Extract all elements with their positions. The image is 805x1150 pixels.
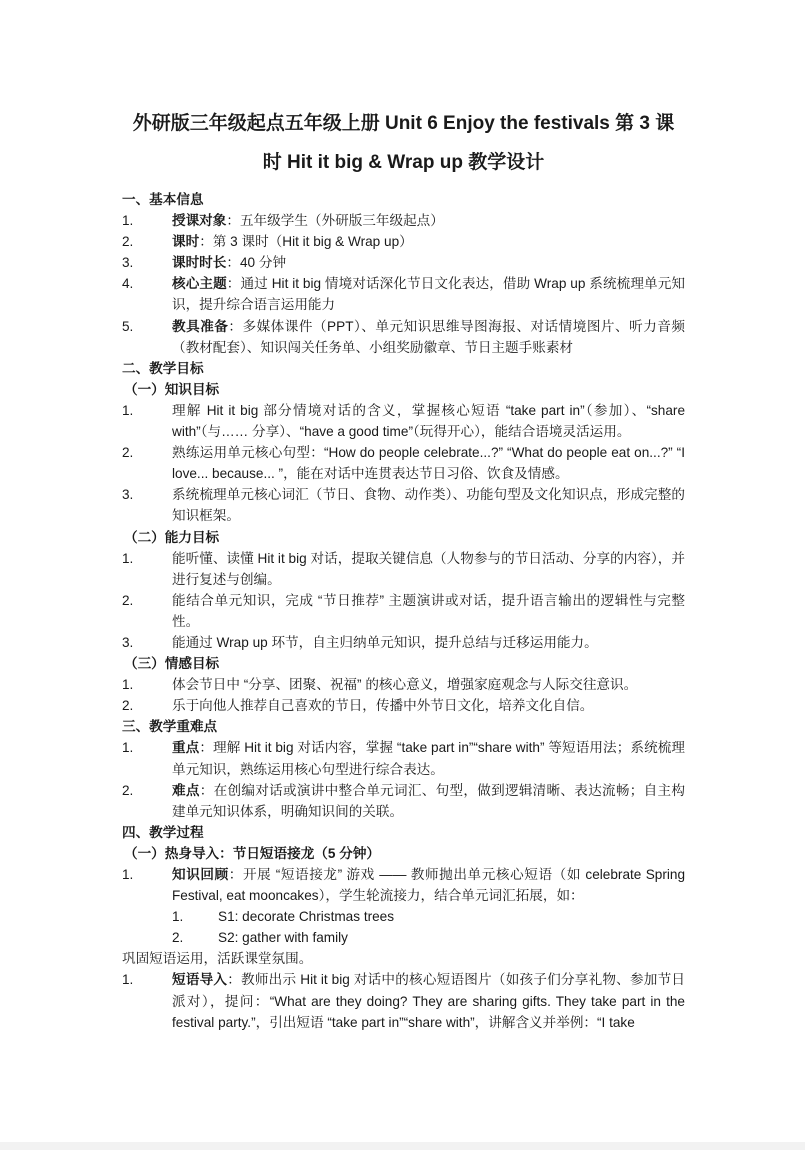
subsection-heading: （一）热身导入：节日短语接龙（5 分钟） [124,845,381,861]
list-item [122,632,685,653]
item-label: 知识回顾 [172,867,229,882]
item-text: S2: gather with family [218,930,348,946]
list-item [122,231,685,252]
list-item [122,737,685,779]
nested-list-item [122,927,685,948]
nested-list-item [122,906,685,927]
item-text: 理解 Hit it big 部分情境对话的含义，掌握核心短语 “take part in”（参加）、“share with”（与…… 分享）、“have a good time”（玩得开心），能结合语境灵活运用。 [172,402,685,440]
list-number: 3. [122,634,134,650]
item-label: 重点 [172,740,200,756]
item-text: ：在创编对话或演讲中整合单元词汇、句型，做到逻辑清晰、表达流畅；自主构建单元知识体系，明确知识间的关联。 [172,782,686,819]
item-text: ：开展 “短语接龙” 游戏 —— 教师抛出单元核心短语（如 celebrate Spring Festival, eat mooncakes），学生轮流接力，结合单元词汇拓展，如： [172,867,686,904]
item-text: ：教师出示 Hit it big 对话中的核心短语图片（如孩子们分享礼物、参加节日派对），提问：“What are they doing? They are sharing gifts. They take part in the festival party.”，引出短语 “take part in”“share with”，讲解含义并举例：“I take [172,972,686,1030]
subsection-heading: （三）情感目标 [124,656,220,672]
document-body [122,189,685,1033]
list-number: 2. [122,782,134,798]
list-item [122,442,685,484]
list-item [122,316,685,358]
list-number: 3. [122,255,134,271]
document-title-line-1: 外研版三年级起点五年级上册 Unit 6 Enjoy the festivals 第 3 课 [132,113,675,134]
list-item [122,548,685,590]
list-number: 2. [172,930,184,946]
list-number: 1. [122,677,134,693]
list-number: 1. [122,550,134,566]
list-item [122,590,685,632]
document-title-line-2: 时 Hit it big & Wrap up 教学设计 [262,152,545,173]
section-heading: 一、基本信息 [122,192,204,207]
list-item [122,210,685,231]
item-text: 能通过 Wrap up 环节，自主归纳单元知识，提升总结与迁移运用能力。 [172,634,598,650]
list-item [122,484,685,526]
list-item [122,695,685,716]
list-number: 2. [122,234,134,250]
item-text: 乐于向他人推荐自己喜欢的节日，传播中外节日文化，培养文化自信。 [172,698,594,714]
paragraph: 巩固短语运用，活跃课堂氛围。 [122,951,313,967]
list-number: 2. [122,592,134,608]
list-number: 1. [122,402,134,418]
item-label: 课时时长 [172,255,227,271]
item-label: 授课对象 [172,213,227,229]
list-item [122,273,685,315]
list-number: 1. [172,909,184,925]
item-text: 能听懂、读懂 Hit it big 对话，提取关键信息（人物参与的节日活动、分享的内容），并进行复述与创编。 [172,550,685,587]
list-number: 1. [122,213,134,229]
item-text: S1: decorate Christmas trees [218,909,395,925]
list-item [122,400,685,442]
item-label: 核心主题 [172,276,227,292]
item-text: 熟练运用单元核心句型：“How do people celebrate...?” “What do people eat on...?” “I love... because... ”，能在对话中连贯表达节日习俗、饮食及情感。 [172,445,685,482]
item-label: 难点 [172,782,200,798]
list-number: 5. [122,318,134,334]
item-text: ：40 分钟 [226,255,287,271]
section-heading: 二、教学目标 [122,360,204,376]
list-item [122,674,685,695]
list-item [122,864,685,906]
item-text: ：第 3 课时（Hit it big & Wrap up） [199,234,413,250]
document-page [122,110,685,1033]
subsection-heading: （一）知识目标 [124,381,220,397]
list-number: 1. [122,972,134,988]
list-number: 1. [122,867,134,882]
list-item [122,252,685,273]
list-number: 4. [122,276,134,292]
section-heading: 四、教学过程 [122,824,204,840]
item-text: ：五年级学生（外研版三年级起点） [226,213,444,229]
list-number: 2. [122,445,134,461]
item-text: 体会节日中 “分享、团聚、祝福” 的核心意义，增强家庭观念与人际交往意识。 [172,677,638,693]
item-label: 短语导入 [172,972,228,988]
item-label: 课时 [172,234,200,250]
page-bottom-edge [0,1142,805,1150]
item-text: ：理解 Hit it big 对话内容，掌握 “take part in”“share with” 等短语用法；系统梳理单元知识，熟练运用核心句型进行综合表达。 [172,740,686,777]
item-text: 系统梳理单元核心词汇（节日、食物、动作类）、功能句型及文化知识点，形成完整的知识框架。 [172,487,685,524]
list-item [122,969,685,1032]
list-item [122,780,685,822]
item-label: 教具准备 [172,318,229,334]
item-text: 能结合单元知识，完成 “节日推荐” 主题演讲或对话，提升语言输出的逻辑性与完整性。 [172,592,685,629]
list-number: 3. [122,487,134,503]
subsection-heading: （二）能力目标 [124,529,220,545]
list-number: 2. [122,698,134,714]
list-number: 1. [122,740,134,756]
item-text: ：多媒体课件（PPT）、单元知识思维导图海报、对话情境图片、听力音频（教材配套）、知识闯关任务单、小组奖励徽章、节日主题手账素材 [172,318,686,355]
item-text: ：通过 Hit it big 情境对话深化节日文化表达，借助 Wrap up 系统梳理单元知识，提升综合语言运用能力 [172,276,686,313]
section-heading: 三、教学重难点 [122,719,218,735]
